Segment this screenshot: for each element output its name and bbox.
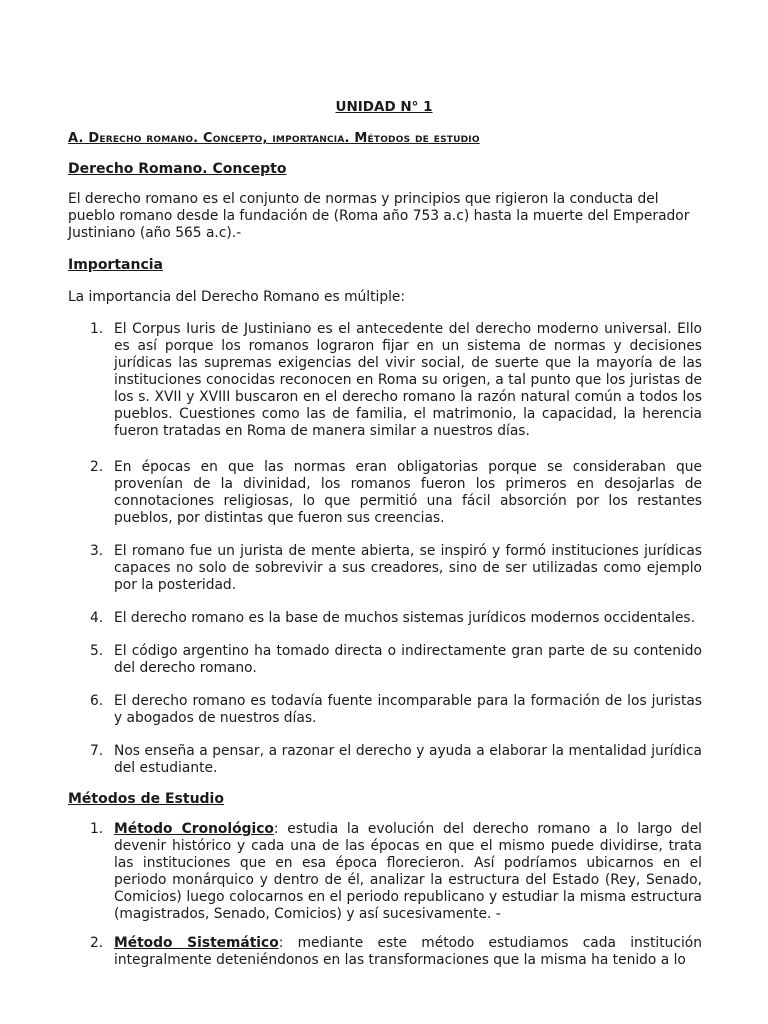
- method-description: : estudia la evolución del derecho romano a lo largo del devenir histórico y cada una de las épocas en que el mismo puede dividirse, trata las instituciones que en esa época florecieron. Así podríamos ubicarnos en el periodo monárquico y dentro de él, analizar la estructura del Estado (Rey, Senado, Comicios) luego colocarnos en el periodo republicano y estudiar la misma estructura (magistrados, Senado, Comicios) y así sucesivamente. -: [114, 821, 703, 922]
- list-number: 5.: [90, 643, 104, 659]
- list-number: 2.: [90, 459, 104, 475]
- list-item: [68, 643, 702, 677]
- list-text: El romano fue un jurista de mente abierta, se inspiró y formó instituciones jurídicas capaces no solo de sobrevivir a sus creadores, sino de ser utilizadas como ejemplo por la posteridad.: [114, 543, 702, 593]
- list-text: El derecho romano es todavía fuente incomparable para la formación de los juristas y abogados de nuestros días.: [114, 693, 702, 726]
- importance-heading: Importancia: [68, 257, 163, 273]
- method-term: Método Sistemático: [114, 935, 279, 951]
- concept-paragraph: El derecho romano es el conjunto de normas y principios que rigieron la conducta del pueblo romano desde la fundación de (Roma año 753 a.c) hasta la muerte del Emperador Justiniano (año 565 a.c).-: [68, 191, 690, 241]
- list-text: [114, 935, 702, 969]
- list-text: El código argentino ha tomado directa o indirectamente gran parte de su contenido del derecho romano.: [114, 643, 702, 676]
- list-number: 6.: [90, 693, 104, 709]
- methods-heading: Métodos de Estudio: [68, 791, 224, 807]
- section-a-title: A. Derecho romano. Concepto, importancia. Métodos de estudio: [68, 131, 480, 146]
- list-item: [68, 543, 702, 594]
- list-item: [68, 743, 702, 777]
- list-item: [68, 821, 702, 923]
- unit-title: UNIDAD N° 1: [335, 99, 433, 115]
- method-description: : mediante este método estudiamos cada institución integralmente deteniéndonos en las transformaciones que la misma ha tenido a lo: [114, 935, 702, 968]
- list-item: [68, 459, 702, 527]
- list-text: En épocas en que las normas eran obligatorias porque se consideraban que provenían de la divinidad, los romanos fueron los primeros en desojarlas de connotaciones religiosas, lo que permitió una fácil absorción por los restantes pueblos, por distintas que fueron sus creencias.: [114, 459, 702, 526]
- concept-heading: Derecho Romano. Concepto: [68, 161, 287, 177]
- list-number: 1.: [90, 821, 104, 837]
- list-number: 2.: [90, 935, 104, 951]
- list-text: Nos enseña a pensar, a razonar el derecho y ayuda a elaborar la mentalidad jurídica del estudiante.: [114, 743, 702, 776]
- list-item: [68, 693, 702, 727]
- list-number: 4.: [90, 610, 104, 626]
- list-number: 3.: [90, 543, 104, 559]
- list-number: 1.: [90, 321, 104, 337]
- method-term: Método Cronológico: [114, 821, 274, 837]
- list-text: [114, 821, 702, 923]
- list-item: [68, 321, 702, 440]
- list-item: [68, 935, 702, 969]
- list-text: El derecho romano es la base de muchos sistemas jurídicos modernos occidentales.: [114, 610, 696, 626]
- list-number: 7.: [90, 743, 104, 759]
- list-item: [68, 610, 702, 627]
- importance-intro: La importancia del Derecho Romano es múltiple:: [68, 289, 406, 305]
- list-text: El Corpus Iuris de Justiniano es el antecedente del derecho moderno universal. Ello es así porque los romanos lograron fijar en un sistema de normas y decisiones jurídicas las supremas exigencias del vivir social, de suerte que la mayoría de las instituciones conocidas reconocen en Roma su origen, a tal punto que los juristas de los s. XVII y XVIII buscaron en el derecho romano la razón natural común a todos los pueblos. Cuestiones como las de familia, el matrimonio, la capacidad, la herencia fueron tratadas en Roma de manera similar a nuestros días.: [114, 321, 702, 439]
